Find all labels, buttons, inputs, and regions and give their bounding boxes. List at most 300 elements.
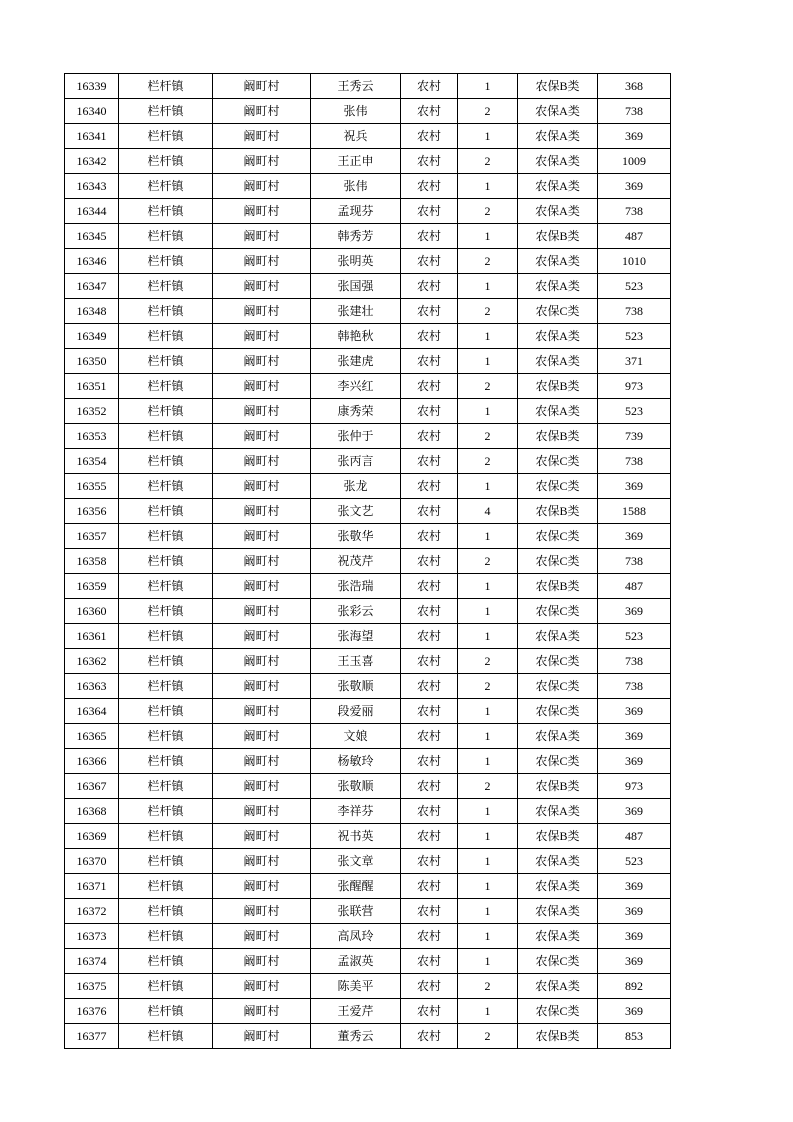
cell-amount: 371	[598, 349, 671, 374]
cell-record-id: 16354	[65, 449, 119, 474]
cell-town: 栏杆镇	[119, 924, 213, 949]
cell-insurance-category: 农保B类	[518, 574, 598, 599]
cell-record-id: 16353	[65, 424, 119, 449]
cell-village: 阚町村	[213, 224, 311, 249]
cell-town: 栏杆镇	[119, 949, 213, 974]
cell-person-count: 1	[458, 999, 518, 1024]
cell-village: 阚町村	[213, 699, 311, 724]
cell-residence-type: 农村	[401, 874, 458, 899]
cell-town: 栏杆镇	[119, 224, 213, 249]
data-table	[64, 73, 671, 1049]
cell-amount: 738	[598, 449, 671, 474]
cell-record-id: 16361	[65, 624, 119, 649]
cell-insurance-category: 农保A类	[518, 174, 598, 199]
cell-record-id: 16344	[65, 199, 119, 224]
cell-town: 栏杆镇	[119, 599, 213, 624]
cell-record-id: 16364	[65, 699, 119, 724]
cell-person-count: 2	[458, 774, 518, 799]
cell-insurance-category: 农保A类	[518, 249, 598, 274]
cell-person-count: 1	[458, 799, 518, 824]
cell-record-id: 16372	[65, 899, 119, 924]
table-body	[65, 74, 671, 1049]
cell-residence-type: 农村	[401, 324, 458, 349]
cell-person-count: 1	[458, 699, 518, 724]
cell-person-name: 张文章	[311, 849, 401, 874]
cell-insurance-category: 农保A类	[518, 974, 598, 999]
cell-residence-type: 农村	[401, 924, 458, 949]
cell-person-name: 张伟	[311, 174, 401, 199]
cell-person-name: 张醒醒	[311, 874, 401, 899]
cell-village: 阚町村	[213, 824, 311, 849]
cell-insurance-category: 农保C类	[518, 599, 598, 624]
cell-person-name: 张龙	[311, 474, 401, 499]
cell-amount: 1009	[598, 149, 671, 174]
table-row	[65, 399, 671, 424]
cell-person-count: 2	[458, 449, 518, 474]
cell-person-name: 文娘	[311, 724, 401, 749]
cell-record-id: 16351	[65, 374, 119, 399]
cell-insurance-category: 农保A类	[518, 99, 598, 124]
cell-village: 阚町村	[213, 274, 311, 299]
cell-person-count: 1	[458, 624, 518, 649]
cell-person-name: 祝兵	[311, 124, 401, 149]
cell-record-id: 16347	[65, 274, 119, 299]
cell-insurance-category: 农保A类	[518, 199, 598, 224]
cell-town: 栏杆镇	[119, 349, 213, 374]
table-row	[65, 424, 671, 449]
cell-person-count: 1	[458, 524, 518, 549]
table-row	[65, 149, 671, 174]
cell-town: 栏杆镇	[119, 424, 213, 449]
cell-town: 栏杆镇	[119, 399, 213, 424]
cell-residence-type: 农村	[401, 374, 458, 399]
cell-amount: 369	[598, 724, 671, 749]
cell-town: 栏杆镇	[119, 649, 213, 674]
table-row	[65, 224, 671, 249]
cell-village: 阚町村	[213, 849, 311, 874]
cell-person-count: 1	[458, 224, 518, 249]
cell-residence-type: 农村	[401, 349, 458, 374]
table-row	[65, 374, 671, 399]
cell-amount: 369	[598, 949, 671, 974]
cell-insurance-category: 农保B类	[518, 74, 598, 99]
cell-insurance-category: 农保C类	[518, 474, 598, 499]
cell-village: 阚町村	[213, 374, 311, 399]
cell-village: 阚町村	[213, 549, 311, 574]
cell-person-count: 1	[458, 574, 518, 599]
cell-person-name: 张明英	[311, 249, 401, 274]
cell-amount: 523	[598, 274, 671, 299]
cell-record-id: 16345	[65, 224, 119, 249]
cell-amount: 738	[598, 299, 671, 324]
cell-amount: 523	[598, 624, 671, 649]
cell-record-id: 16352	[65, 399, 119, 424]
cell-town: 栏杆镇	[119, 849, 213, 874]
cell-insurance-category: 农保C类	[518, 449, 598, 474]
cell-amount: 369	[598, 749, 671, 774]
cell-insurance-category: 农保C类	[518, 674, 598, 699]
cell-amount: 369	[598, 524, 671, 549]
table-row	[65, 799, 671, 824]
cell-person-count: 1	[458, 749, 518, 774]
cell-town: 栏杆镇	[119, 274, 213, 299]
cell-person-name: 张建虎	[311, 349, 401, 374]
table-row	[65, 749, 671, 774]
cell-village: 阚町村	[213, 299, 311, 324]
cell-village: 阚町村	[213, 924, 311, 949]
cell-town: 栏杆镇	[119, 99, 213, 124]
cell-record-id: 16376	[65, 999, 119, 1024]
cell-record-id: 16366	[65, 749, 119, 774]
cell-record-id: 16346	[65, 249, 119, 274]
cell-residence-type: 农村	[401, 574, 458, 599]
cell-person-name: 张浩瑞	[311, 574, 401, 599]
cell-town: 栏杆镇	[119, 474, 213, 499]
cell-village: 阚町村	[213, 874, 311, 899]
cell-village: 阚町村	[213, 799, 311, 824]
cell-amount: 487	[598, 824, 671, 849]
table-row	[65, 449, 671, 474]
cell-person-name: 韩秀芳	[311, 224, 401, 249]
cell-person-count: 1	[458, 74, 518, 99]
cell-insurance-category: 农保C类	[518, 949, 598, 974]
cell-residence-type: 农村	[401, 849, 458, 874]
cell-insurance-category: 农保A类	[518, 924, 598, 949]
table-row	[65, 849, 671, 874]
cell-residence-type: 农村	[401, 524, 458, 549]
cell-record-id: 16350	[65, 349, 119, 374]
cell-town: 栏杆镇	[119, 549, 213, 574]
cell-record-id: 16371	[65, 874, 119, 899]
cell-town: 栏杆镇	[119, 699, 213, 724]
cell-person-count: 1	[458, 874, 518, 899]
cell-residence-type: 农村	[401, 249, 458, 274]
cell-town: 栏杆镇	[119, 774, 213, 799]
cell-village: 阚町村	[213, 499, 311, 524]
cell-person-count: 1	[458, 849, 518, 874]
table-row	[65, 549, 671, 574]
cell-amount: 369	[598, 899, 671, 924]
cell-residence-type: 农村	[401, 674, 458, 699]
cell-residence-type: 农村	[401, 474, 458, 499]
cell-village: 阚町村	[213, 674, 311, 699]
cell-residence-type: 农村	[401, 174, 458, 199]
cell-person-count: 2	[458, 99, 518, 124]
cell-village: 阚町村	[213, 949, 311, 974]
cell-insurance-category: 农保B类	[518, 224, 598, 249]
cell-person-name: 张敬华	[311, 524, 401, 549]
cell-record-id: 16356	[65, 499, 119, 524]
table-row	[65, 74, 671, 99]
cell-person-name: 李祥芬	[311, 799, 401, 824]
cell-person-name: 张仲于	[311, 424, 401, 449]
cell-person-name: 张伟	[311, 99, 401, 124]
table-row	[65, 274, 671, 299]
cell-town: 栏杆镇	[119, 449, 213, 474]
table-row	[65, 899, 671, 924]
cell-residence-type: 农村	[401, 649, 458, 674]
cell-person-name: 康秀荣	[311, 399, 401, 424]
cell-insurance-category: 农保A类	[518, 899, 598, 924]
table-row	[65, 624, 671, 649]
cell-amount: 523	[598, 399, 671, 424]
cell-amount: 487	[598, 224, 671, 249]
cell-person-count: 1	[458, 474, 518, 499]
cell-residence-type: 农村	[401, 899, 458, 924]
cell-residence-type: 农村	[401, 149, 458, 174]
table-row	[65, 824, 671, 849]
cell-amount: 973	[598, 374, 671, 399]
cell-town: 栏杆镇	[119, 249, 213, 274]
cell-insurance-category: 农保C类	[518, 649, 598, 674]
cell-amount: 369	[598, 999, 671, 1024]
cell-amount: 853	[598, 1024, 671, 1049]
cell-village: 阚町村	[213, 424, 311, 449]
cell-village: 阚町村	[213, 324, 311, 349]
cell-amount: 523	[598, 849, 671, 874]
cell-record-id: 16362	[65, 649, 119, 674]
table-row	[65, 524, 671, 549]
cell-village: 阚町村	[213, 99, 311, 124]
cell-insurance-category: 农保C类	[518, 299, 598, 324]
cell-insurance-category: 农保A类	[518, 624, 598, 649]
cell-village: 阚町村	[213, 624, 311, 649]
cell-amount: 369	[598, 799, 671, 824]
cell-amount: 523	[598, 324, 671, 349]
cell-insurance-category: 农保C类	[518, 699, 598, 724]
cell-record-id: 16349	[65, 324, 119, 349]
cell-person-name: 张敬顺	[311, 674, 401, 699]
cell-person-name: 王正申	[311, 149, 401, 174]
cell-residence-type: 农村	[401, 1024, 458, 1049]
cell-record-id: 16340	[65, 99, 119, 124]
cell-person-count: 1	[458, 349, 518, 374]
cell-insurance-category: 农保B类	[518, 1024, 598, 1049]
table-row	[65, 674, 671, 699]
cell-person-count: 1	[458, 924, 518, 949]
cell-village: 阚町村	[213, 974, 311, 999]
cell-residence-type: 农村	[401, 224, 458, 249]
cell-record-id: 16370	[65, 849, 119, 874]
cell-residence-type: 农村	[401, 599, 458, 624]
cell-residence-type: 农村	[401, 399, 458, 424]
cell-amount: 738	[598, 549, 671, 574]
cell-town: 栏杆镇	[119, 574, 213, 599]
table-row	[65, 924, 671, 949]
cell-insurance-category: 农保C类	[518, 524, 598, 549]
cell-person-count: 1	[458, 174, 518, 199]
cell-person-count: 2	[458, 1024, 518, 1049]
table-row	[65, 974, 671, 999]
table-row	[65, 699, 671, 724]
cell-town: 栏杆镇	[119, 624, 213, 649]
cell-record-id: 16359	[65, 574, 119, 599]
cell-amount: 973	[598, 774, 671, 799]
cell-village: 阚町村	[213, 449, 311, 474]
cell-person-count: 2	[458, 374, 518, 399]
cell-amount: 1010	[598, 249, 671, 274]
cell-person-count: 1	[458, 324, 518, 349]
cell-residence-type: 农村	[401, 699, 458, 724]
cell-insurance-category: 农保C类	[518, 549, 598, 574]
cell-amount: 369	[598, 924, 671, 949]
cell-person-count: 1	[458, 599, 518, 624]
cell-person-name: 张建壮	[311, 299, 401, 324]
cell-person-name: 祝茂芹	[311, 549, 401, 574]
cell-insurance-category: 农保B类	[518, 424, 598, 449]
table-row	[65, 124, 671, 149]
cell-person-name: 张敬顺	[311, 774, 401, 799]
cell-person-count: 4	[458, 499, 518, 524]
cell-record-id: 16358	[65, 549, 119, 574]
cell-town: 栏杆镇	[119, 724, 213, 749]
cell-insurance-category: 农保B类	[518, 374, 598, 399]
cell-person-count: 2	[458, 549, 518, 574]
cell-person-name: 孟淑英	[311, 949, 401, 974]
table-row	[65, 199, 671, 224]
cell-town: 栏杆镇	[119, 999, 213, 1024]
table-row	[65, 174, 671, 199]
cell-insurance-category: 农保A类	[518, 274, 598, 299]
cell-residence-type: 农村	[401, 99, 458, 124]
cell-town: 栏杆镇	[119, 299, 213, 324]
cell-village: 阚町村	[213, 524, 311, 549]
cell-person-count: 2	[458, 149, 518, 174]
cell-village: 阚町村	[213, 649, 311, 674]
cell-record-id: 16355	[65, 474, 119, 499]
cell-amount: 1588	[598, 499, 671, 524]
table-row	[65, 1024, 671, 1049]
cell-person-name: 王玉喜	[311, 649, 401, 674]
table-row	[65, 499, 671, 524]
cell-person-count: 2	[458, 649, 518, 674]
cell-record-id: 16363	[65, 674, 119, 699]
cell-record-id: 16343	[65, 174, 119, 199]
cell-insurance-category: 农保A类	[518, 799, 598, 824]
cell-town: 栏杆镇	[119, 749, 213, 774]
cell-village: 阚町村	[213, 199, 311, 224]
cell-town: 栏杆镇	[119, 174, 213, 199]
cell-town: 栏杆镇	[119, 199, 213, 224]
cell-residence-type: 农村	[401, 999, 458, 1024]
cell-person-name: 杨敏玲	[311, 749, 401, 774]
cell-person-count: 1	[458, 949, 518, 974]
cell-person-name: 张丙言	[311, 449, 401, 474]
cell-amount: 369	[598, 474, 671, 499]
table-row	[65, 99, 671, 124]
cell-town: 栏杆镇	[119, 824, 213, 849]
cell-insurance-category: 农保C类	[518, 749, 598, 774]
table-row	[65, 299, 671, 324]
table-row	[65, 474, 671, 499]
cell-insurance-category: 农保A类	[518, 324, 598, 349]
cell-residence-type: 农村	[401, 799, 458, 824]
cell-person-name: 李兴红	[311, 374, 401, 399]
cell-town: 栏杆镇	[119, 499, 213, 524]
cell-residence-type: 农村	[401, 449, 458, 474]
cell-town: 栏杆镇	[119, 149, 213, 174]
cell-record-id: 16360	[65, 599, 119, 624]
cell-insurance-category: 农保B类	[518, 499, 598, 524]
cell-insurance-category: 农保B类	[518, 774, 598, 799]
cell-residence-type: 农村	[401, 824, 458, 849]
cell-town: 栏杆镇	[119, 124, 213, 149]
cell-amount: 738	[598, 99, 671, 124]
cell-record-id: 16365	[65, 724, 119, 749]
cell-town: 栏杆镇	[119, 74, 213, 99]
table-row	[65, 724, 671, 749]
cell-person-count: 2	[458, 249, 518, 274]
cell-village: 阚町村	[213, 124, 311, 149]
cell-amount: 369	[598, 874, 671, 899]
cell-village: 阚町村	[213, 749, 311, 774]
cell-person-name: 张海望	[311, 624, 401, 649]
table-row	[65, 649, 671, 674]
cell-village: 阚町村	[213, 1024, 311, 1049]
cell-amount: 892	[598, 974, 671, 999]
cell-person-count: 2	[458, 974, 518, 999]
cell-person-name: 段爱丽	[311, 699, 401, 724]
table-row	[65, 349, 671, 374]
cell-town: 栏杆镇	[119, 874, 213, 899]
cell-village: 阚町村	[213, 149, 311, 174]
cell-town: 栏杆镇	[119, 324, 213, 349]
table-row	[65, 574, 671, 599]
cell-town: 栏杆镇	[119, 899, 213, 924]
cell-insurance-category: 农保A类	[518, 124, 598, 149]
cell-person-name: 高凤玲	[311, 924, 401, 949]
cell-residence-type: 农村	[401, 424, 458, 449]
table-row	[65, 949, 671, 974]
cell-insurance-category: 农保A类	[518, 849, 598, 874]
cell-record-id: 16369	[65, 824, 119, 849]
cell-amount: 738	[598, 649, 671, 674]
cell-insurance-category: 农保A类	[518, 149, 598, 174]
cell-village: 阚町村	[213, 474, 311, 499]
cell-person-count: 1	[458, 399, 518, 424]
cell-record-id: 16377	[65, 1024, 119, 1049]
cell-record-id: 16374	[65, 949, 119, 974]
cell-village: 阚町村	[213, 599, 311, 624]
cell-town: 栏杆镇	[119, 1024, 213, 1049]
cell-record-id: 16367	[65, 774, 119, 799]
cell-record-id: 16348	[65, 299, 119, 324]
cell-amount: 738	[598, 199, 671, 224]
cell-person-name: 张文艺	[311, 499, 401, 524]
cell-person-name: 孟现芬	[311, 199, 401, 224]
table-row	[65, 774, 671, 799]
cell-person-count: 1	[458, 824, 518, 849]
cell-person-name: 王爱芹	[311, 999, 401, 1024]
cell-town: 栏杆镇	[119, 799, 213, 824]
cell-person-name: 韩艳秋	[311, 324, 401, 349]
cell-person-count: 1	[458, 899, 518, 924]
cell-person-name: 张国强	[311, 274, 401, 299]
cell-amount: 369	[598, 699, 671, 724]
cell-record-id: 16357	[65, 524, 119, 549]
cell-village: 阚町村	[213, 174, 311, 199]
cell-village: 阚町村	[213, 74, 311, 99]
cell-person-count: 2	[458, 424, 518, 449]
cell-person-name: 王秀云	[311, 74, 401, 99]
cell-person-name: 祝书英	[311, 824, 401, 849]
cell-residence-type: 农村	[401, 299, 458, 324]
cell-person-count: 1	[458, 274, 518, 299]
spreadsheet-page	[64, 73, 671, 1049]
cell-amount: 369	[598, 599, 671, 624]
cell-person-name: 陈美平	[311, 974, 401, 999]
cell-amount: 369	[598, 124, 671, 149]
